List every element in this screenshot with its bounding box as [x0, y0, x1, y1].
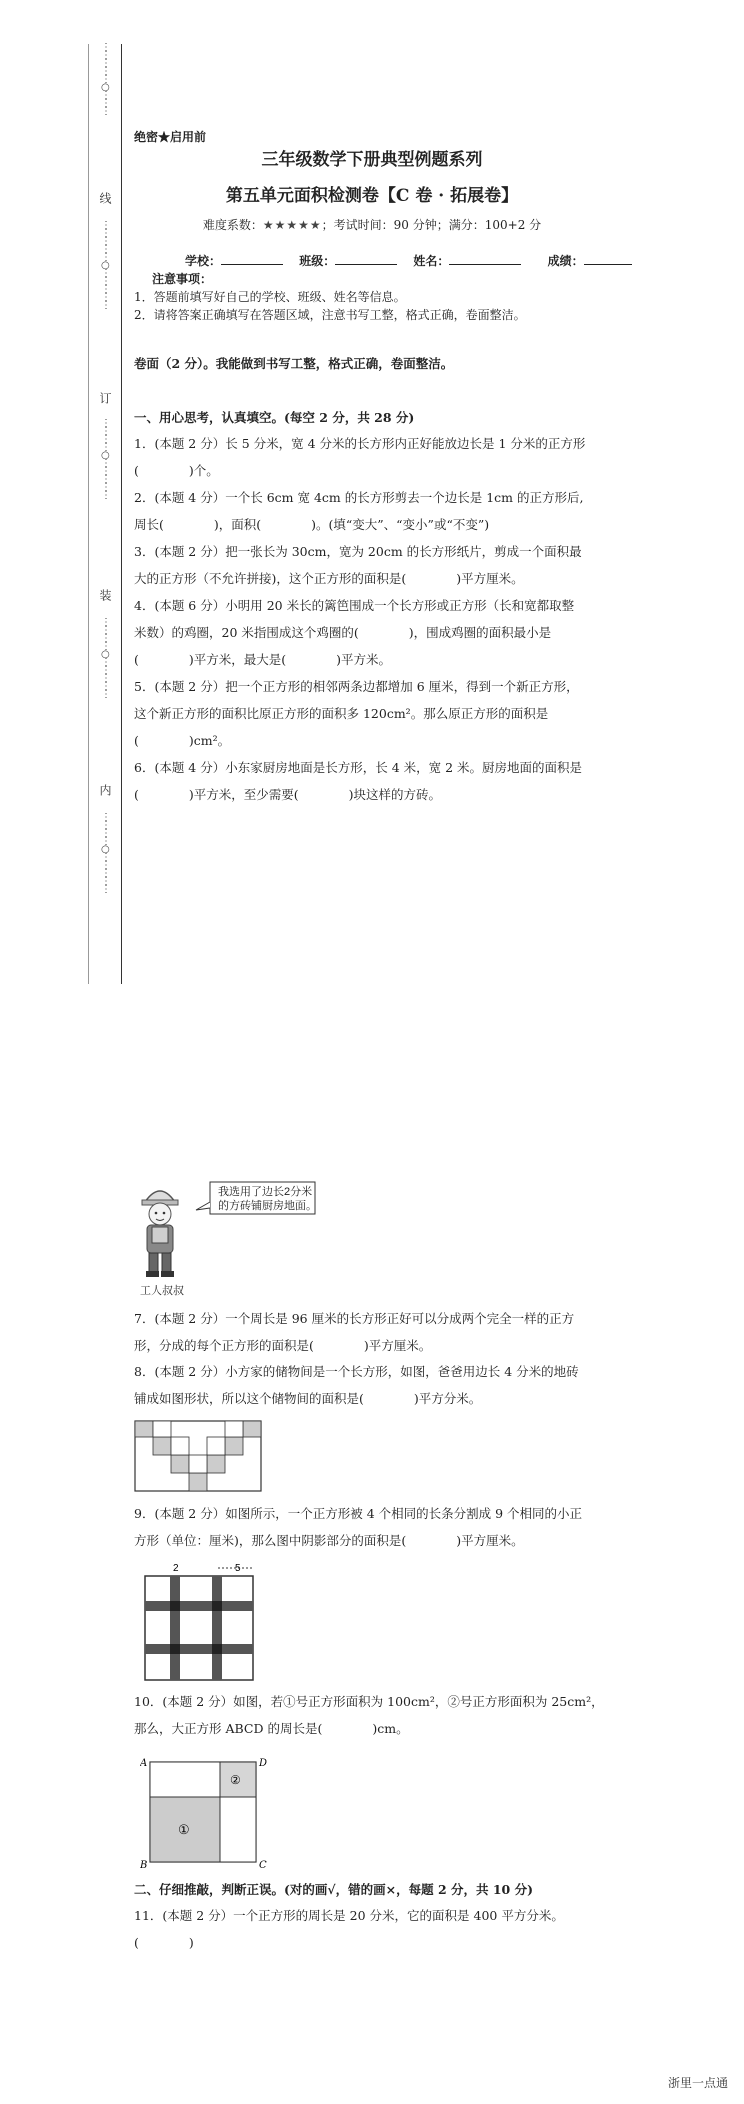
school-label: 学校：: [185, 254, 222, 268]
note-2: 2．请将答案正确填写在答题区域，注意书写工整，格式正确，卷面整洁。: [134, 308, 526, 322]
question-line: ( )平方米，最大是( )平方米。: [134, 652, 392, 667]
question-line: 周长( )，面积( )。(填“变大”、“变小”或“不变”): [134, 517, 490, 532]
storage-room-figure: [134, 1420, 262, 1492]
title-exam: 第五单元面积检测卷【C 卷 · 拓展卷】: [225, 186, 519, 206]
score-label: 成绩：: [547, 254, 584, 268]
question-line: 那么，大正方形 ABCD 的周长是( )cm。: [134, 1721, 409, 1736]
dotted-line: ⋮ ⋮ ⋮ ⋮ ○ ⋮ ⋮ ⋮ ⋮ ⋮: [101, 617, 111, 700]
section-2-title: 二、仔细推敲，判断正误。(对的画√，错的画×，每题 2 分，共 10 分): [134, 1882, 534, 1897]
class-label: 班级：: [299, 254, 336, 268]
worker-figure: [142, 1191, 178, 1277]
note-1: 1．答题前填写好自己的学校、班级、姓名等信息。: [134, 290, 406, 304]
name-label: 姓名：: [413, 254, 450, 268]
notes-title: 注意事项：: [152, 272, 213, 286]
student-fields: [185, 252, 632, 269]
dotted-line: ⋮ ⋮ ⋮ ⋮ ○ ⋮ ⋮ ⋮ ⋮ ⋮: [101, 418, 111, 501]
question-10: [134, 1688, 604, 1742]
bubble-line-2: 的方砖铺厨房地面。: [218, 1200, 317, 1212]
secret-label: 绝密★启用前: [134, 130, 207, 144]
worker-illustration: [130, 1180, 360, 1300]
question-line: 8．(本题 2 分）小方家的储物间是一个长方形，如图，爸爸用边长 4 分米的地砖: [134, 1364, 579, 1379]
exam-info: ；考试时间：90 分钟；满分：100+2 分: [321, 218, 542, 232]
square-abcd-figure: [140, 1752, 270, 1870]
vertex-b: B: [140, 1860, 148, 1870]
name-field[interactable]: [449, 264, 521, 265]
dotted-line: ⋮ ⋮ ⋮ ⋮ ⋮ ○ ⋮ ⋮ ⋮ ⋮ ⋮: [101, 220, 111, 311]
question-line: ( ): [134, 1935, 194, 1950]
question-line: ( )个。: [134, 463, 219, 478]
binding-label-nei: 内: [98, 784, 112, 796]
question-9: [134, 1500, 582, 1554]
school-field[interactable]: [221, 264, 283, 265]
difficulty-label: 难度系数：: [202, 218, 263, 232]
question-line: 2．(本题 4 分）一个长 6cm 宽 4cm 的长方形剪去一个边长是 1cm 的正方形后,: [134, 490, 584, 505]
question-line: 米数）的鸡圈，20 米指围成这个鸡圈的( )，围成鸡圈的面积最小是: [134, 625, 552, 640]
question-line: 大的正方形（不允许拼接)，这个正方形的面积是( )平方厘米。: [134, 571, 524, 586]
vertex-c: C: [259, 1860, 267, 1870]
binding-label-line: 线: [98, 192, 112, 204]
square-1-label: ①: [178, 1823, 190, 1838]
question-line: 3．(本题 2 分）把一张长为 30cm，宽为 20cm 的长方形纸片，剪成一个面积最: [134, 544, 582, 559]
footer-brand: 浙里一点通: [668, 2076, 729, 2090]
question-line: 方形（单位：厘米)，那么图中阴影部分的面积是( )平方厘米。: [134, 1533, 524, 1548]
question-line: 形，分成的每个正方形的面积是( )平方厘米。: [134, 1338, 432, 1353]
question-line: 10．(本题 2 分）如图，若①号正方形面积为 100cm²，②号正方形面积为 25cm²，: [134, 1694, 604, 1709]
section-1-title: 一、用心思考，认真填空。(每空 2 分，共 28 分): [134, 410, 415, 425]
class-field[interactable]: [335, 264, 397, 265]
question-line: 1．(本题 2 分）长 5 分米，宽 4 分米的长方形内正好能放边长是 1 分米的正方形: [134, 436, 586, 451]
vertex-d: D: [259, 1758, 268, 1769]
exam-meta: [0, 216, 744, 233]
question-line: 6．(本题 4 分）小东家厨房地面是长方形，长 4 米，宽 2 米。厨房地面的面积是: [134, 760, 583, 775]
question-line: 4．(本题 6 分）小明用 20 米长的篱笆围成一个长方形或正方形（长和宽都取整: [134, 598, 575, 613]
strips-square-figure: [140, 1560, 260, 1682]
question-line: 7．(本题 2 分）一个周长是 96 厘米的长方形正好可以分成两个完全一样的正方: [134, 1311, 575, 1326]
section-1-questions: [134, 430, 585, 808]
square-2-label: ②: [230, 1773, 241, 1787]
binding-label-zhuang: 装: [98, 589, 112, 601]
question-line: 这个新正方形的面积比原正方形的面积多 120cm²。那么原正方形的面积是: [134, 706, 549, 721]
label-strip-width: 2: [173, 1563, 179, 1574]
question-line: 5．(本题 2 分）把一个正方形的相邻两条边都增加 6 厘米，得到一个新正方形，: [134, 679, 579, 694]
score-field[interactable]: [584, 264, 632, 265]
question-line: ( )cm²。: [134, 733, 231, 748]
dotted-line: ⋮ ⋮ ⋮ ⋮ ○ ⋮ ⋮ ⋮ ⋮ ⋮: [101, 812, 111, 895]
binding-label-ding: 订: [98, 392, 112, 404]
difficulty-stars: ★★★★★: [262, 218, 322, 232]
title-series: 三年级数学下册典型例题系列: [261, 150, 483, 170]
vertex-a: A: [140, 1758, 148, 1769]
question-line: 铺成如图形状，所以这个储物间的面积是( )平方分米。: [134, 1391, 482, 1406]
question-8: [134, 1358, 579, 1412]
question-line: 9．(本题 2 分）如图所示，一个正方形被 4 个相同的长条分割成 9 个相同的小正: [134, 1506, 583, 1521]
worker-caption: 工人叔叔: [140, 1285, 184, 1297]
label-square-side: 5: [235, 1563, 241, 1574]
section-2-questions: [134, 1902, 564, 1956]
bubble-line-1: 我选用了边长2分米: [218, 1186, 313, 1198]
question-line: 11．(本题 2 分）一个正方形的周长是 20 分米，它的面积是 400 平方分米。: [134, 1908, 564, 1923]
question-line: ( )平方米，至少需要( )块这样的方砖。: [134, 787, 442, 802]
question-7: [134, 1305, 574, 1359]
dotted-line: ⋮ ⋮ ⋮ ⋮ ⋮ ○ ⋮ ⋮ ⋮: [101, 42, 111, 117]
neatness-statement: 卷面（2 分）。我能做到书写工整，格式正确，卷面整洁。: [134, 356, 454, 371]
